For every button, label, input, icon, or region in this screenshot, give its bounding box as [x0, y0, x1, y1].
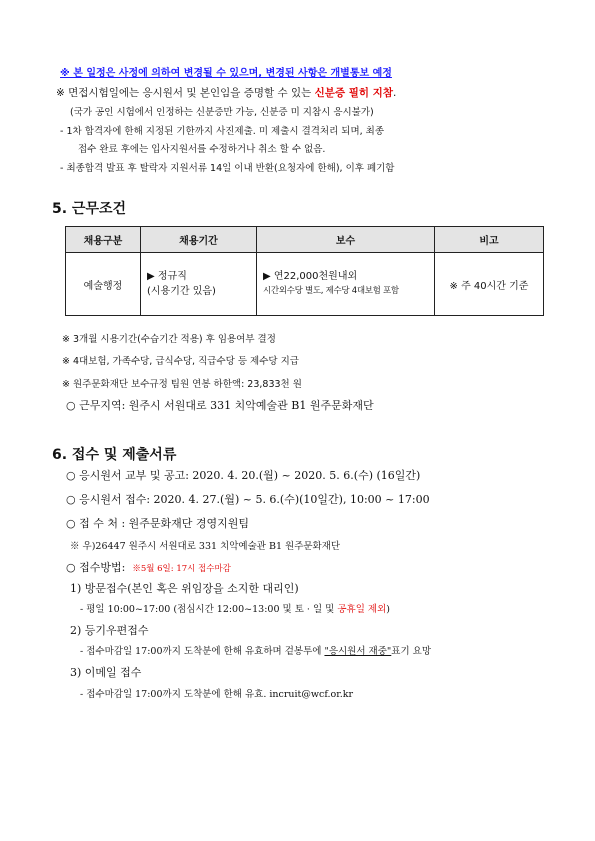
holiday-exclusion: 공휴일 제외: [337, 604, 387, 615]
id-card-required: 신분증 필히 지참: [314, 87, 393, 99]
visit-hours: - 평일 10:00~17:00 (점심시간 12:00~13:00 및 토 · 일 및: [80, 604, 338, 615]
schedule-change-notice: ※ 본 일정은 사정에 의하여 변경될 수 있으며, 변경된 사항은 개별통보 예정: [60, 68, 392, 79]
email-method-detail: - 접수마감일 17:00까지 도착분에 한해 유효. incruit@wcf.or.kr: [80, 689, 354, 700]
mail-rule-end: 표기 요망: [391, 646, 432, 657]
cell-pay: [257, 253, 435, 316]
method-label: ○ 접수방법:: [66, 561, 126, 574]
application-office: ○ 접 수 처 : 원주문화재단 경영지원팀: [66, 517, 250, 530]
section-5-title: 5. 근무조건: [52, 201, 127, 217]
photo-notice-line1: - 1차 합격자에 한해 지정된 기한까지 사진제출. 미 제출시 결격처리 되며, 최종: [60, 126, 385, 137]
section-6-title: 6. 접수 및 제출서류: [52, 447, 177, 463]
work-location: ○ 근무지역: 원주시 서원대로 331 치악예술관 B1 원주문화재단: [66, 399, 374, 412]
id-card-notice-end: .: [392, 87, 397, 99]
table-header-row: [66, 227, 544, 253]
announcement-period: ○ 응시원서 교부 및 공고: 2020. 4. 20.(월) ~ 2020. 5. 6.(수) (16일간): [66, 469, 421, 482]
return-notice: - 최종합격 발표 후 탈락자 지원서류 14일 이내 반환(요청자에 한해), 이후 폐기함: [60, 163, 395, 174]
salary-note: ※ 원주문화재단 보수규정 팀원 연봉 하한액: 23,833천 원: [62, 379, 302, 390]
id-card-subnote: (국가 공인 시험에서 인정하는 신분증만 가능, 신분증 미 지참시 응시불가): [70, 107, 374, 118]
work-conditions-table: [65, 226, 544, 316]
cell-note: ※ 주 40시간 기준: [435, 253, 544, 316]
photo-notice-line2: 접수 완료 후에는 입사지원서를 수정하거나 취소 할 수 없음.: [78, 144, 326, 155]
visit-method-detail: [80, 603, 390, 617]
mail-method-detail: [80, 645, 431, 659]
email-method-title: 3) 이메일 접수: [70, 666, 142, 679]
cell-category: 예술행정: [66, 253, 141, 316]
id-card-notice: [56, 86, 396, 100]
period-probation: (시용기간 있음): [147, 286, 216, 297]
pay-amount: ▶ 연22,000천원내외: [263, 271, 358, 282]
header-period: 채용기간: [141, 227, 257, 253]
office-address: ※ 우)26447 원주시 서원대로 331 치악예술관 B1 원주문화재단: [70, 541, 341, 552]
id-card-notice-text: ※ 면접시험일에는 응시원서 및 본인임을 증명할 수 있는: [56, 87, 315, 99]
header-pay: 보수: [257, 227, 435, 253]
cell-period: [141, 253, 257, 316]
envelope-marking: "응시원서 재중": [324, 646, 392, 657]
table-row: [66, 253, 544, 316]
header-note: 비고: [435, 227, 544, 253]
visit-hours-end: ): [386, 604, 390, 615]
header-category: 채용구분: [66, 227, 141, 253]
mail-rule: - 접수마감일 17:00까지 도착분에 한해 유효하며 겉봉투에: [80, 646, 325, 657]
period-type: ▶ 정규직: [147, 271, 187, 282]
deadline-warning: ※5월 6일: 17시 접수마감: [132, 564, 231, 574]
pay-detail: 시간외수당 별도, 제수당 4대보험 포함: [263, 286, 399, 296]
application-period: ○ 응시원서 접수: 2020. 4. 27.(월) ~ 5. 6.(수)(10일간), 10:00 ~ 17:00: [66, 493, 430, 506]
allowance-note: ※ 4대보험, 가족수당, 급식수당, 직급수당 등 제수당 지급: [62, 356, 299, 367]
mail-method-title: 2) 등기우편접수: [70, 624, 149, 637]
application-method: [66, 561, 231, 576]
probation-note: ※ 3개월 시용기간(수습기간 적용) 후 임용여부 결정: [62, 334, 276, 345]
visit-method-title: 1) 방문접수(본인 혹은 위임장을 소지한 대리인): [70, 582, 299, 595]
